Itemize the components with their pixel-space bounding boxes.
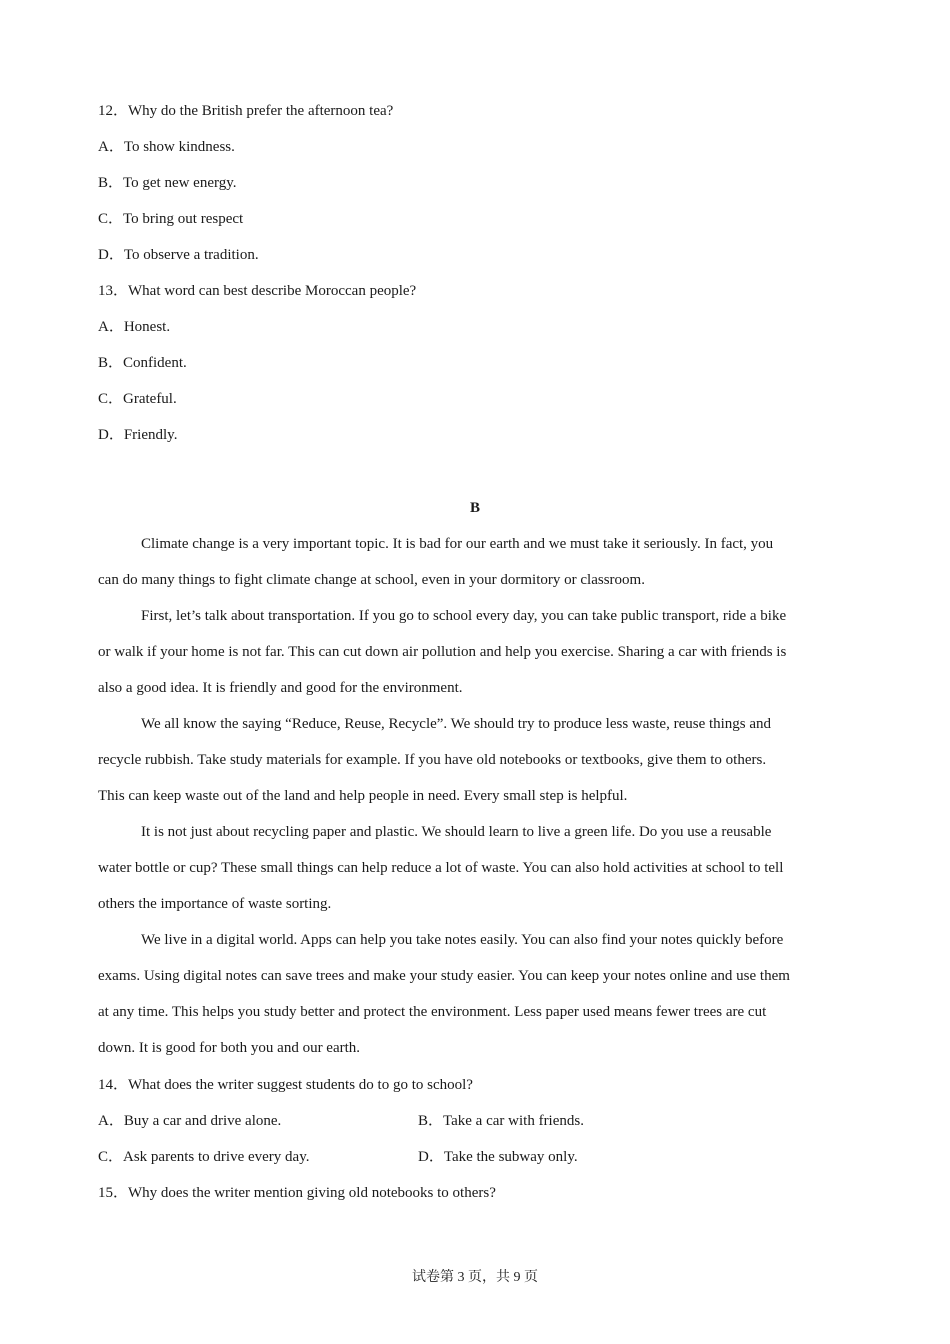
question-12-option-a: A．To show kindness. <box>98 139 235 155</box>
passage-line: also a good idea. It is friendly and good for the environment. <box>98 680 463 696</box>
question-14-option-d: D．Take the subway only. <box>418 1149 578 1165</box>
question-13-option-a: A．Honest. <box>98 319 171 335</box>
question-13-stem: 13．What word can best describe Moroccan people? <box>98 283 417 299</box>
passage-line: We all know the saying “Reduce, Reuse, Recycle”. We should try to produce less waste, reuse things and <box>141 716 772 732</box>
question-12-option-d: D．To observe a tradition. <box>98 247 259 263</box>
passage-line: at any time. This helps you study better and protect the environment. Less paper used means fewer trees are cut <box>98 1004 767 1020</box>
passage-line: others the importance of waste sorting. <box>98 896 332 912</box>
question-12-stem: 12．Why do the British prefer the afternoon tea? <box>98 103 394 119</box>
question-14-stem: 14．What does the writer suggest students do to go to school? <box>98 1077 473 1093</box>
passage-line: Climate change is a very important topic. It is bad for our earth and we must take it seriously. In fact, you <box>141 536 774 552</box>
page-footer: 试卷第 3 页，共 9 页 <box>412 1270 538 1285</box>
question-14-option-b: B．Take a car with friends. <box>418 1113 584 1129</box>
question-14-option-a: A．Buy a car and drive alone. <box>98 1113 282 1129</box>
passage-line: water bottle or cup? These small things can help reduce a lot of waste. You can also hold activities at school to tell <box>98 860 784 876</box>
question-15-stem: 15．Why does the writer mention giving old notebooks to others? <box>98 1185 496 1201</box>
passage-line: It is not just about recycling paper and plastic. We should learn to live a green life. Do you use a reusable <box>141 824 772 840</box>
passage-line: or walk if your home is not far. This can cut down air pollution and help you exercise. Sharing a car with friends is <box>98 644 787 660</box>
question-12-option-c: C．To bring out respect <box>98 211 244 227</box>
question-12-option-b: B．To get new energy. <box>98 175 237 191</box>
section-b-heading: B <box>469 500 480 516</box>
passage-line: First, let’s talk about transportation. If you go to school every day, you can take public transport, ride a bike <box>141 608 787 624</box>
question-13-option-d: D．Friendly. <box>98 427 178 443</box>
passage-line: down. It is good for both you and our earth. <box>98 1040 361 1056</box>
passage-line: exams. Using digital notes can save trees and make your study easier. You can keep your notes online and use them <box>98 968 790 984</box>
passage-line: We live in a digital world. Apps can help you take notes easily. You can also find your notes quickly before <box>141 932 784 948</box>
question-13-option-c: C．Grateful. <box>98 391 177 407</box>
passage-line: This can keep waste out of the land and help people in need. Every small step is helpful. <box>98 788 628 804</box>
question-13-option-b: B．Confident. <box>98 355 187 371</box>
question-14-option-c: C．Ask parents to drive every day. <box>98 1149 310 1165</box>
passage-line: can do many things to fight climate change at school, even in your dormitory or classroom. <box>98 572 645 588</box>
passage-line: recycle rubbish. Take study materials for example. If you have old notebooks or textbooks, give them to others. <box>98 752 767 768</box>
